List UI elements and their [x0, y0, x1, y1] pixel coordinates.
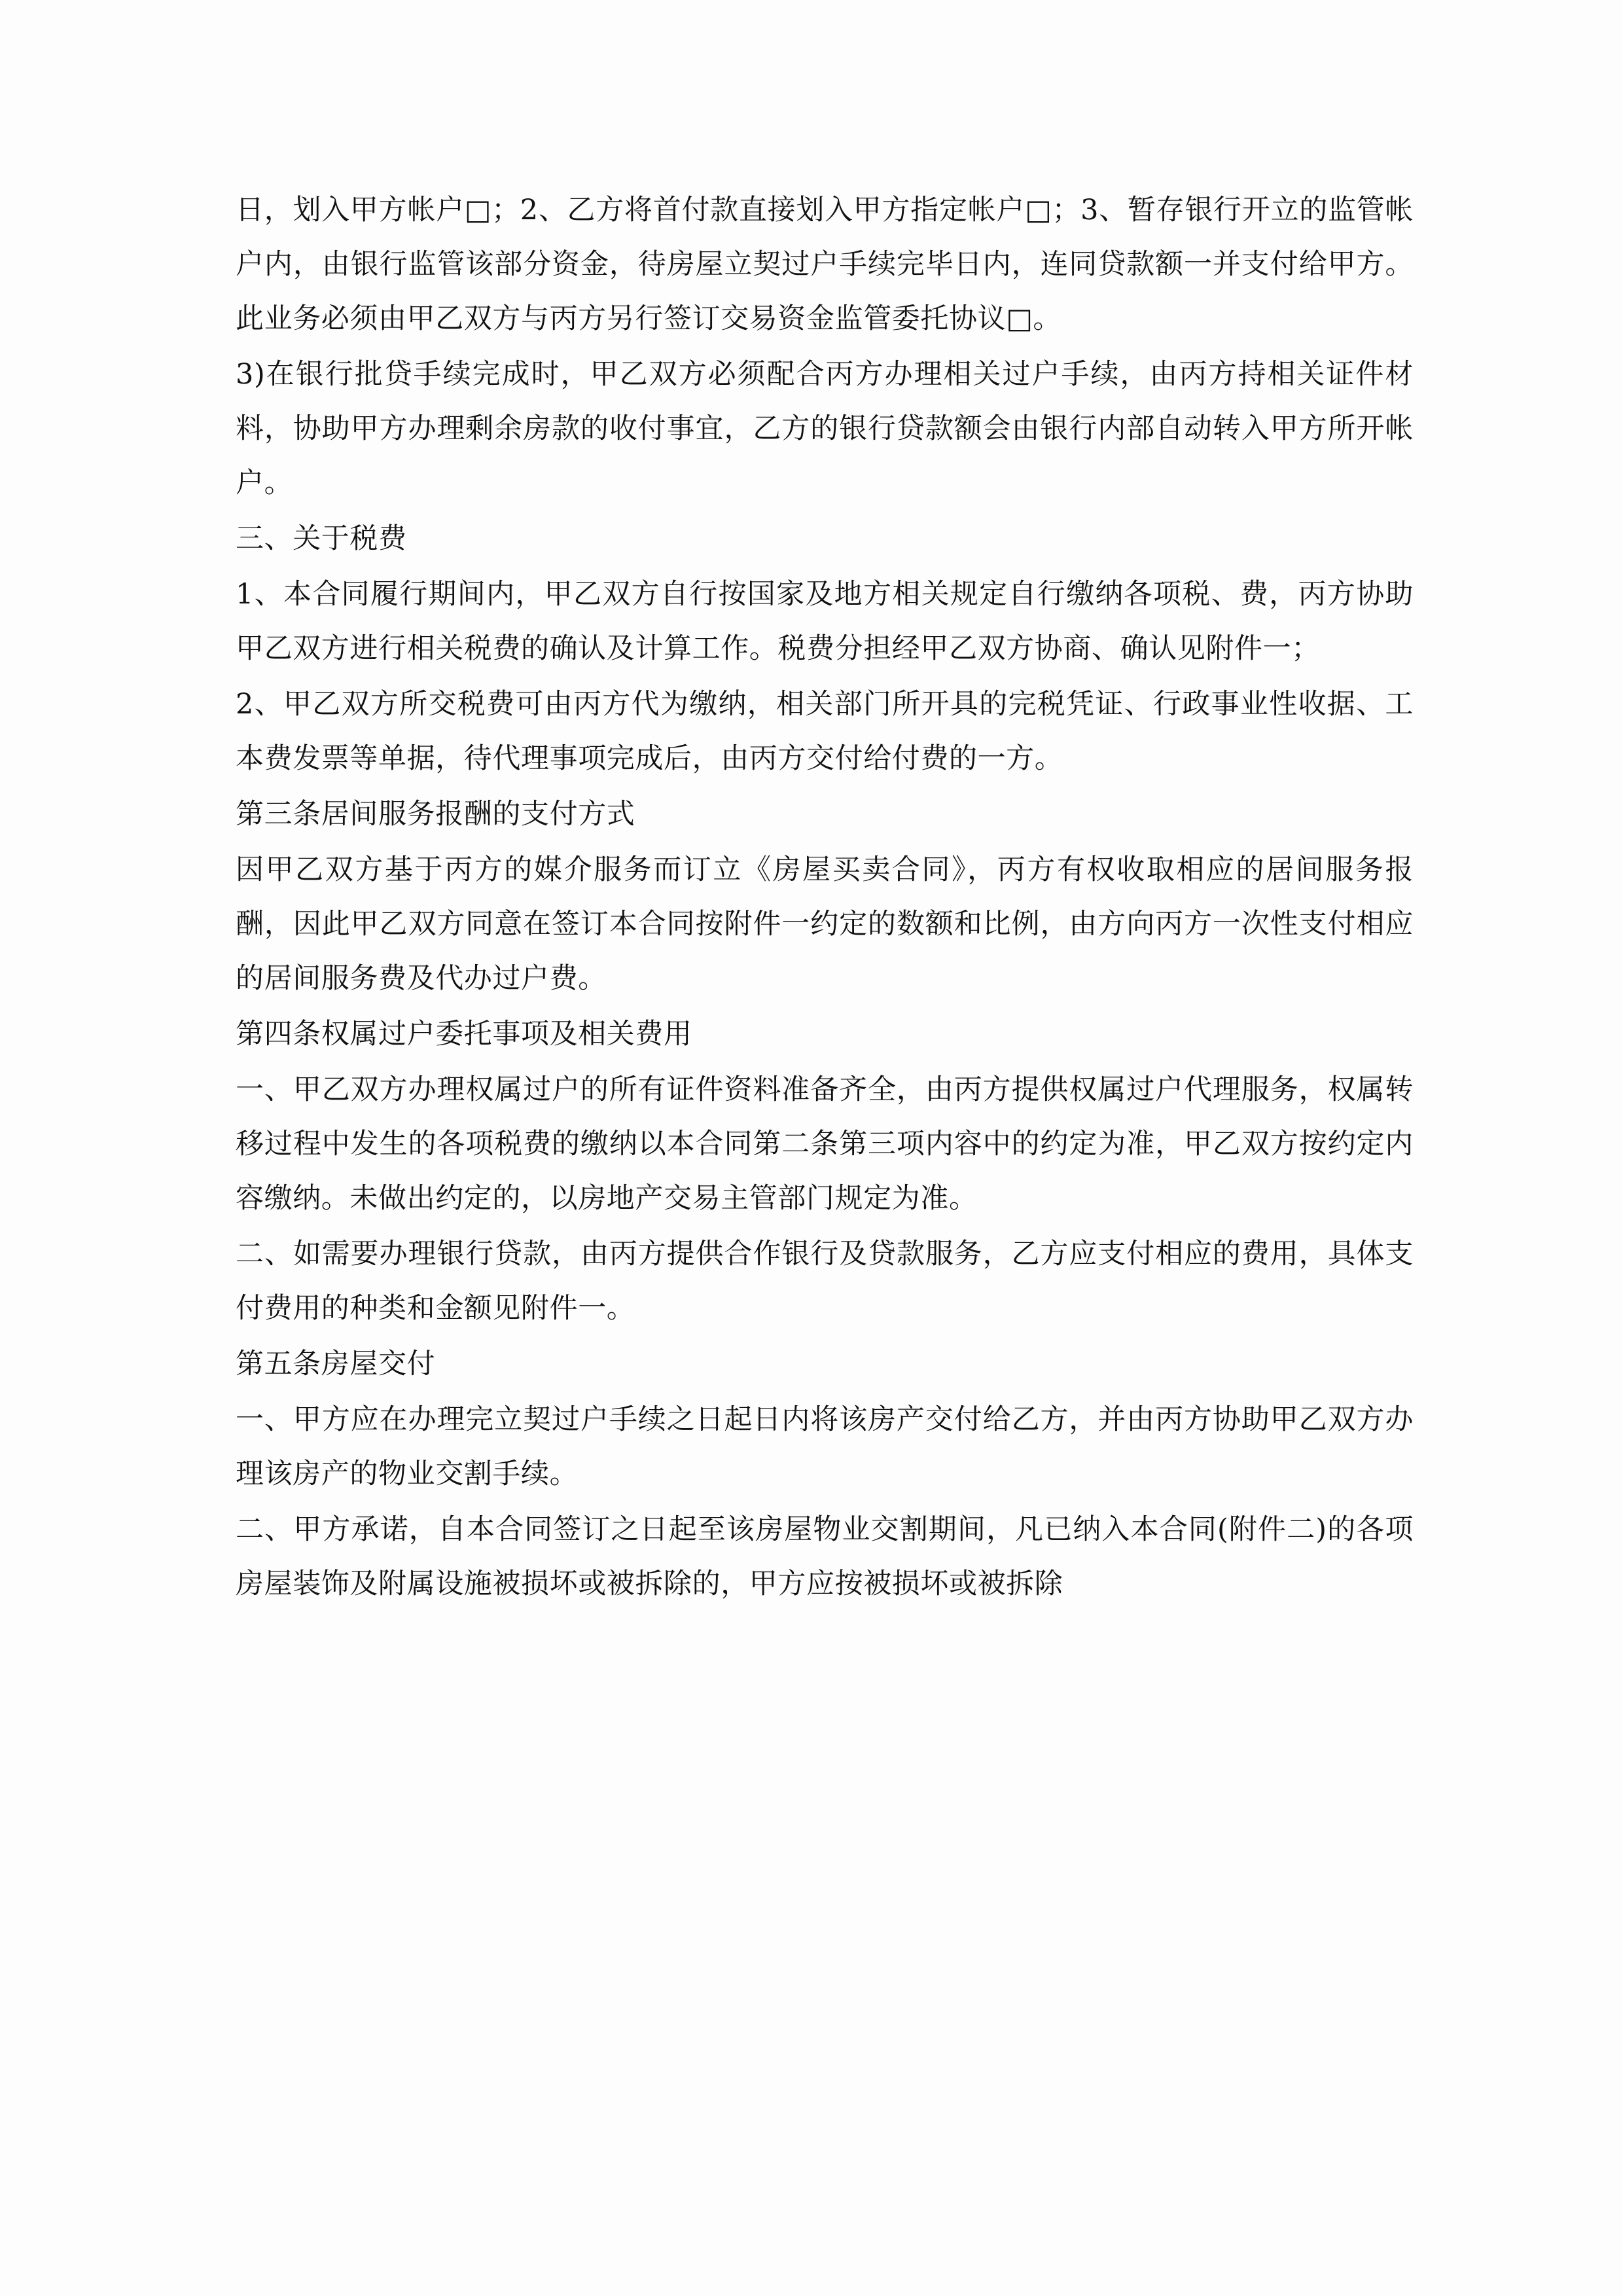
paragraph-article-four-2: 二、如需要办理银行贷款，由丙方提供合作银行及贷款服务，乙方应支付相应的费用，具体支付费用的种类和金额见附件一。 — [236, 1238, 1414, 1325]
heading-article-three: 第三条居间服务报酬的支付方式 — [236, 798, 635, 831]
paragraph-article-five-2: 二、甲方承诺，自本合同签订之日起至该房屋物业交割期间，凡已纳入本合同(附件二)的各项房屋装饰及附属设施被损坏或被拆除的，甲方应按被损坏或被拆除 — [236, 1513, 1414, 1600]
heading-article-five: 第五条房屋交付 — [236, 1348, 436, 1380]
paragraph-payment-methods: 日，划入甲方帐户□；2、乙方将首付款直接划入甲方指定帐户□；3、暂存银行开立的监管帐户内，由银行监管该部分资金，待房屋立契过户手续完毕日内，连同贷款额一并支付给甲方。此业务必须由甲乙双方与丙方另行签订交易资金监管委托协议□。 — [236, 194, 1414, 335]
paragraph-article-five-1: 一、甲方应在办理完立契过户手续之日起日内将该房产交付给乙方，并由丙方协助甲乙双方办理该房产的物业交割手续。 — [236, 1403, 1414, 1490]
paragraph-tax-1: 1、本合同履行期间内，甲乙双方自行按国家及地方相关规定自行缴纳各项税、费，丙方协助甲乙双方进行相关税费的确认及计算工作。税费分担经甲乙双方协商、确认见附件一； — [236, 578, 1414, 665]
heading-article-four: 第四条权属过户委托事项及相关费用 — [236, 1018, 692, 1050]
heading-section-three-taxes: 三、关于税费 — [236, 522, 407, 555]
document-body — [236, 183, 1414, 1611]
paragraph-bank-approval: 3)在银行批贷手续完成时，甲乙双方必须配合丙方办理相关过户手续，由丙方持相关证件材料，协助甲方办理剩余房款的收付事宜，乙方的银行贷款额会由银行内部自动转入甲方所开帐户。 — [236, 358, 1414, 499]
paragraph-tax-2: 2、甲乙双方所交税费可由丙方代为缴纳，相关部门所开具的完税凭证、行政事业性收据、工本费发票等单据，待代理事项完成后，由丙方交付给付费的一方。 — [236, 688, 1414, 775]
paragraph-article-four-1: 一、甲乙双方办理权属过户的所有证件资料准备齐全，由丙方提供权属过户代理服务，权属转移过程中发生的各项税费的缴纳以本合同第二条第三项内容中的约定为准，甲乙双方按约定内容缴纳。未做出约定的，以房地产交易主管部门规定为准。 — [236, 1073, 1414, 1215]
paragraph-article-three-body: 因甲乙双方基于丙方的媒介服务而订立《房屋买卖合同》，丙方有权收取相应的居间服务报酬，因此甲乙双方同意在签订本合同按附件一约定的数额和比例，由方向丙方一次性支付相应的居间服务费及代办过户费。 — [236, 853, 1414, 995]
